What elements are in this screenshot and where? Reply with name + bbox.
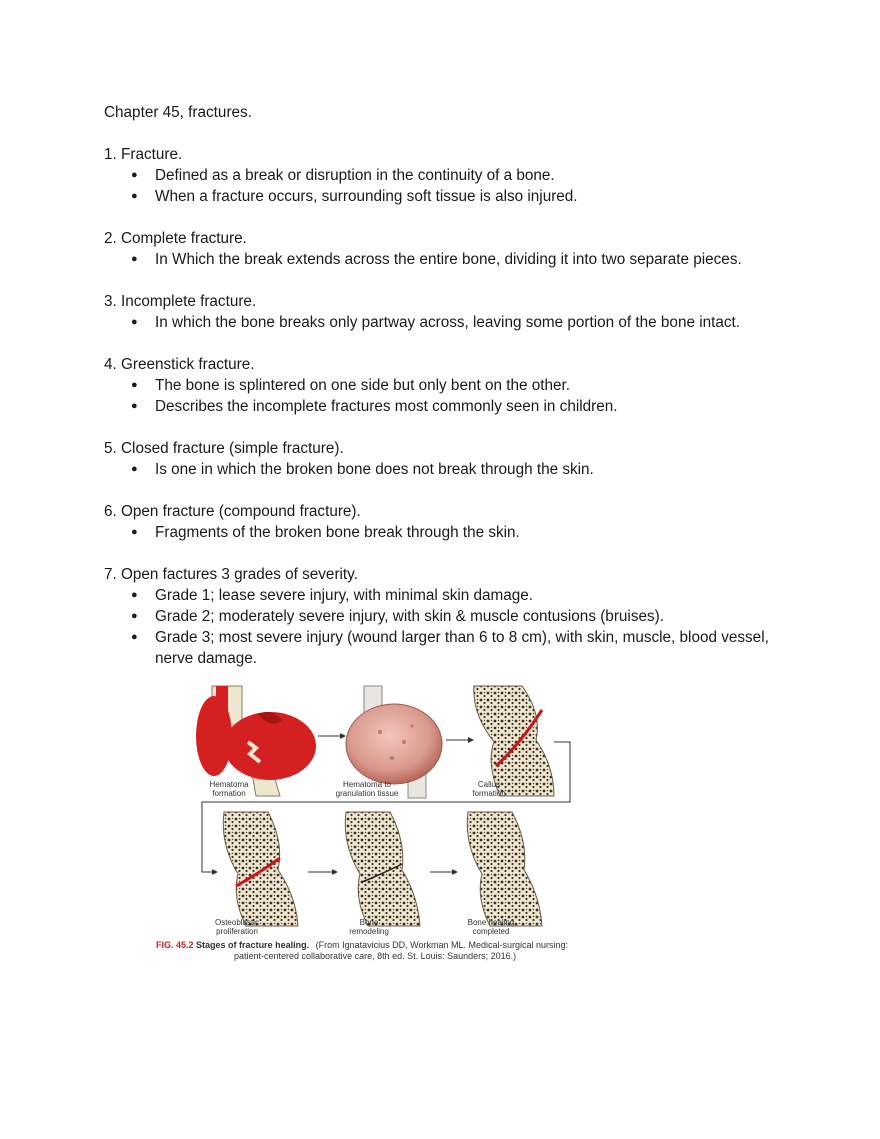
section-heading: 1. Fracture. bbox=[104, 146, 183, 163]
bullet-list bbox=[104, 375, 804, 417]
section-open-fracture-grades bbox=[104, 564, 804, 669]
stage-label: Callus formation bbox=[472, 780, 506, 798]
stage-bone-remodeling bbox=[345, 812, 420, 926]
section-heading: 2. Complete fracture. bbox=[104, 230, 247, 247]
bullet-item: ● Defined as a break or disruption in the continuity of a bone. bbox=[155, 165, 804, 186]
section-heading: 3. Incomplete fracture. bbox=[104, 293, 257, 310]
section-closed-fracture bbox=[104, 438, 804, 480]
stage-label: Hematoma to granulation tissue bbox=[335, 780, 399, 798]
section-heading: 7. Open factures 3 grades of severity. bbox=[104, 566, 358, 583]
bullet-item: ● In which the bone breaks only partway across, leaving some portion of the bone intact. bbox=[155, 312, 804, 333]
section-incomplete-fracture bbox=[104, 291, 804, 333]
figure-label: FIG. 45.2 bbox=[156, 940, 194, 950]
figure-caption bbox=[156, 940, 626, 962]
bullet-item: ● Describes the incomplete fractures most commonly seen in children. bbox=[155, 396, 804, 417]
bullet-item: ● Is one in which the broken bone does not break through the skin. bbox=[155, 459, 804, 480]
stage-arrow bbox=[340, 733, 346, 739]
section-heading: 5. Closed fracture (simple fracture). bbox=[104, 440, 344, 457]
stage-label: Bone remodeling bbox=[349, 918, 389, 936]
stage-bone-healing-completed bbox=[467, 812, 542, 926]
bullet-item: ● Grade 1; lease severe injury, with minimal skin damage. bbox=[155, 585, 804, 606]
section-fracture bbox=[104, 144, 804, 207]
section-complete-fracture bbox=[104, 228, 804, 270]
bullet-list bbox=[104, 459, 804, 480]
bullet-item: ● The bone is splintered on one side but only bent on the other. bbox=[155, 375, 804, 396]
stage-arrow bbox=[452, 869, 458, 875]
bullet-item: ● When a fracture occurs, surrounding soft tissue is also injured. bbox=[155, 186, 804, 207]
section-open-fracture bbox=[104, 501, 804, 543]
document-title: Chapter 45, fractures. bbox=[104, 104, 252, 121]
stage-osteoblastic-proliferation bbox=[223, 812, 298, 926]
stage-label: Osteoblastic proliferation bbox=[214, 918, 260, 936]
section-greenstick-fracture bbox=[104, 354, 804, 417]
stage-arrow bbox=[332, 869, 338, 875]
bullet-list bbox=[104, 522, 804, 543]
figure-reference: (From Ignatavicius DD, Workman ML. Medical-surgical nursing: bbox=[315, 940, 569, 950]
bullet-list bbox=[104, 585, 804, 669]
bullet-list bbox=[104, 249, 804, 270]
fracture-healing-illustration bbox=[150, 684, 630, 940]
stage-arrow bbox=[468, 737, 474, 743]
section-heading: 6. Open fracture (compound fracture). bbox=[104, 503, 361, 520]
bullet-item: ● Fragments of the broken bone break through the skin. bbox=[155, 522, 804, 543]
bullet-item: ● Grade 3; most severe injury (wound larger than 6 to 8 cm), with skin, muscle, blood vessel, nerve damage. bbox=[155, 627, 804, 669]
figure-reference: patient-centered collaborative care, 8th ed. St. Louis: Saunders; 2016.) bbox=[234, 951, 517, 961]
stage-arrow bbox=[212, 869, 218, 875]
bullet-list bbox=[104, 165, 804, 207]
fracture-healing-figure bbox=[150, 684, 630, 974]
stage-label: Bone healing completed bbox=[467, 918, 515, 936]
stage-label: Hematoma formation bbox=[209, 780, 249, 798]
bullet-item: ● Grade 2; moderately severe injury, with skin & muscle contusions (bruises). bbox=[155, 606, 804, 627]
section-heading: 4. Greenstick fracture. bbox=[104, 356, 255, 373]
document-page bbox=[104, 102, 804, 690]
bullet-list bbox=[104, 312, 804, 333]
bullet-item: ● In Which the break extends across the entire bone, dividing it into two separate pieces. bbox=[155, 249, 804, 270]
figure-title: Stages of fracture healing. bbox=[196, 940, 310, 950]
